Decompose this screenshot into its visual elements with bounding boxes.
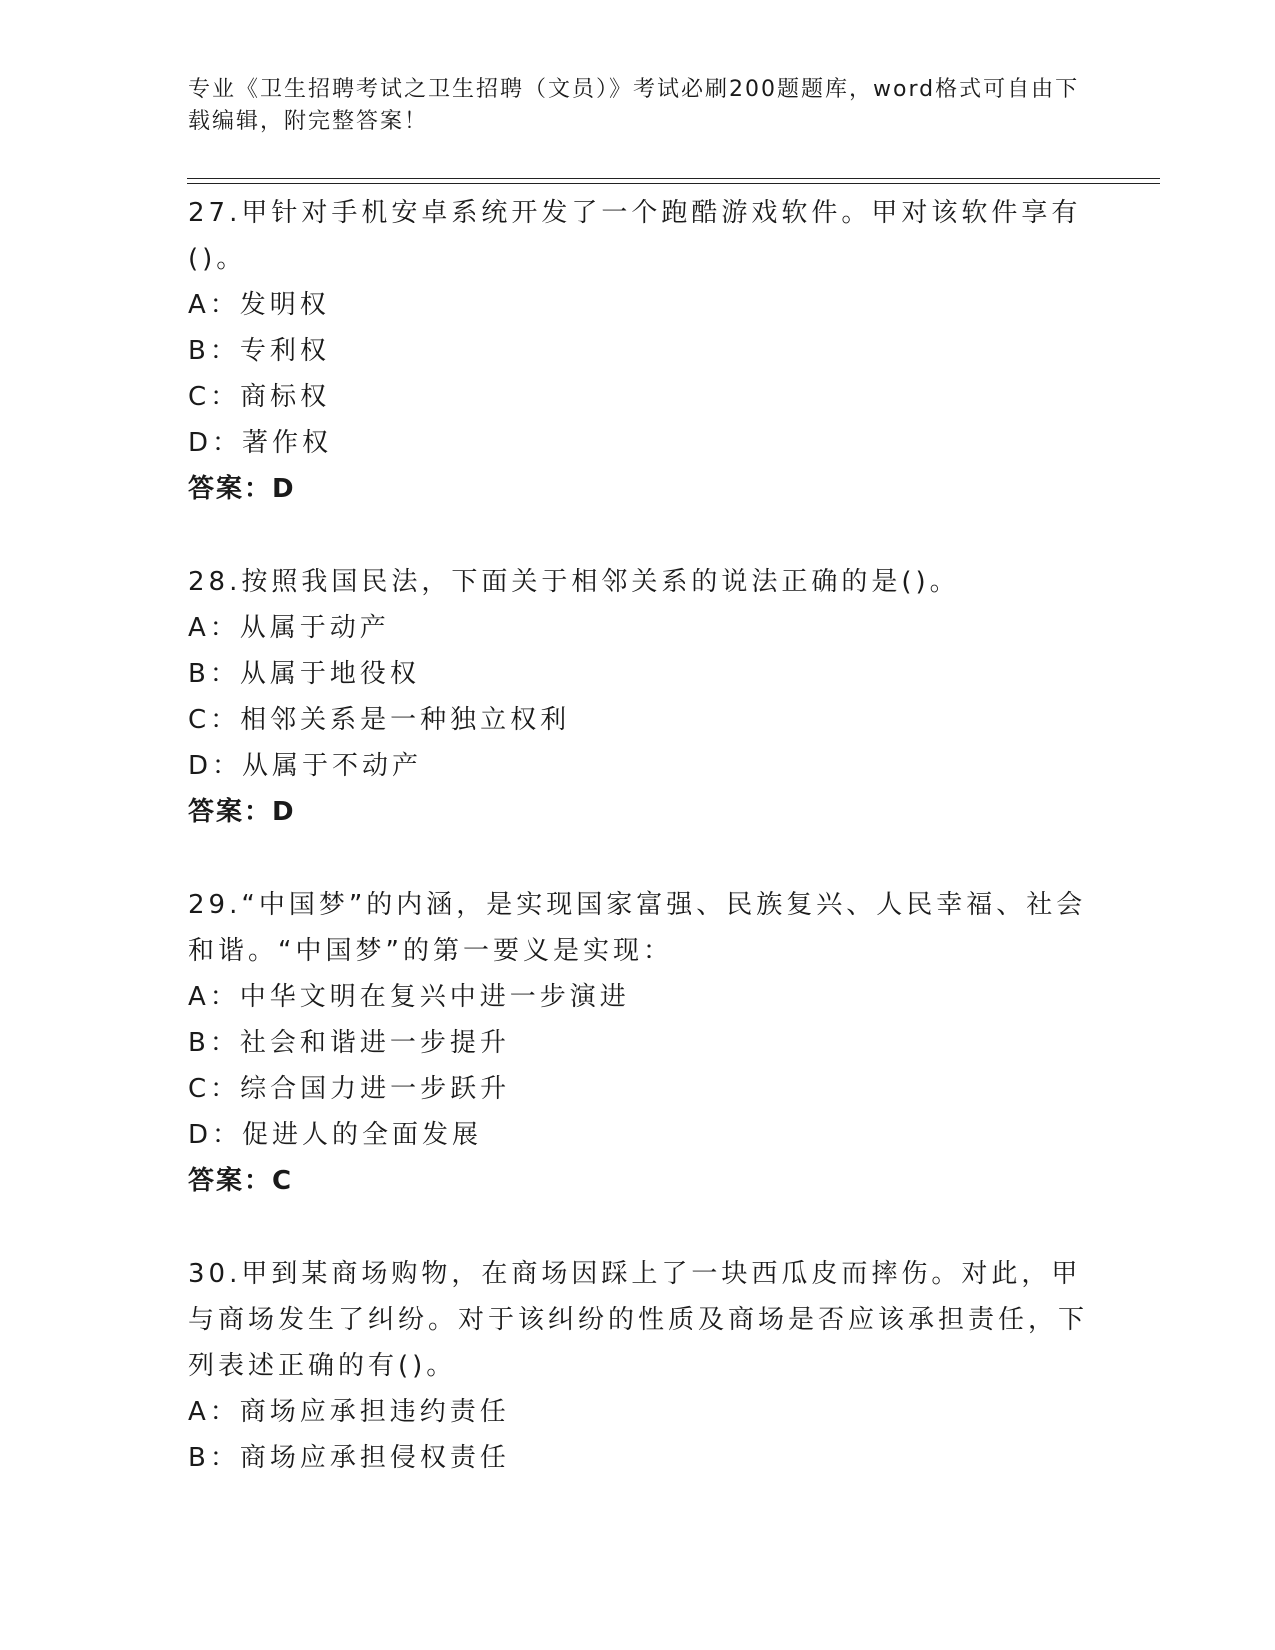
answer-label: 答案：C: [188, 1166, 294, 1196]
answer-label: 答案：D: [188, 474, 296, 504]
option-b: B：专利权: [188, 336, 330, 366]
option-b: B：从属于地役权: [188, 659, 420, 689]
question-30: [188, 1251, 1088, 1481]
option-b: B：社会和谐进一步提升: [188, 1028, 510, 1058]
answer-label: 答案：D: [188, 797, 296, 827]
option-c: C：商标权: [188, 382, 331, 412]
question-stem: 29.“中国梦”的内涵，是实现国家富强、民族复兴、人民幸福、社会和谐。“中国梦”的第一要义是实现：: [188, 890, 1087, 966]
header-intro-text: 专业《卫生招聘考试之卫生招聘（文员）》考试必刷200题题库，word格式可自由下载编辑，附完整答案！: [188, 77, 1080, 134]
option-d: D：促进人的全面发展: [188, 1120, 483, 1150]
document-header: [188, 74, 1088, 138]
option-a: A：中华文明在复兴中进一步演进: [188, 982, 630, 1012]
option-d: D：著作权: [188, 428, 333, 458]
question-list: [188, 190, 1088, 1481]
option-a: A：发明权: [188, 290, 330, 320]
option-c: C：相邻关系是一种独立权利: [188, 705, 571, 735]
question-stem: 30.甲到某商场购物，在商场因踩上了一块西瓜皮而摔伤。对此，甲与商场发生了纠纷。对于该纠纷的性质及商场是否应该承担责任，下列表述正确的有()。: [188, 1259, 1089, 1381]
question-28: [188, 559, 1088, 835]
question-stem: 28.按照我国民法，下面关于相邻关系的说法正确的是()。: [188, 567, 960, 597]
option-d: D：从属于不动产: [188, 751, 423, 781]
header-rule-bottom: [187, 183, 1160, 184]
question-27: [188, 190, 1088, 512]
option-b: B：商场应承担侵权责任: [188, 1443, 510, 1473]
option-a: A：商场应承担违约责任: [188, 1397, 510, 1427]
option-a: A：从属于动产: [188, 613, 390, 643]
question-stem: 27.甲针对手机安卓系统开发了一个跑酷游戏软件。甲对该软件享有()。: [188, 198, 1082, 274]
question-29: [188, 882, 1088, 1204]
option-c: C：综合国力进一步跃升: [188, 1074, 511, 1104]
header-rule-top: [187, 178, 1160, 179]
